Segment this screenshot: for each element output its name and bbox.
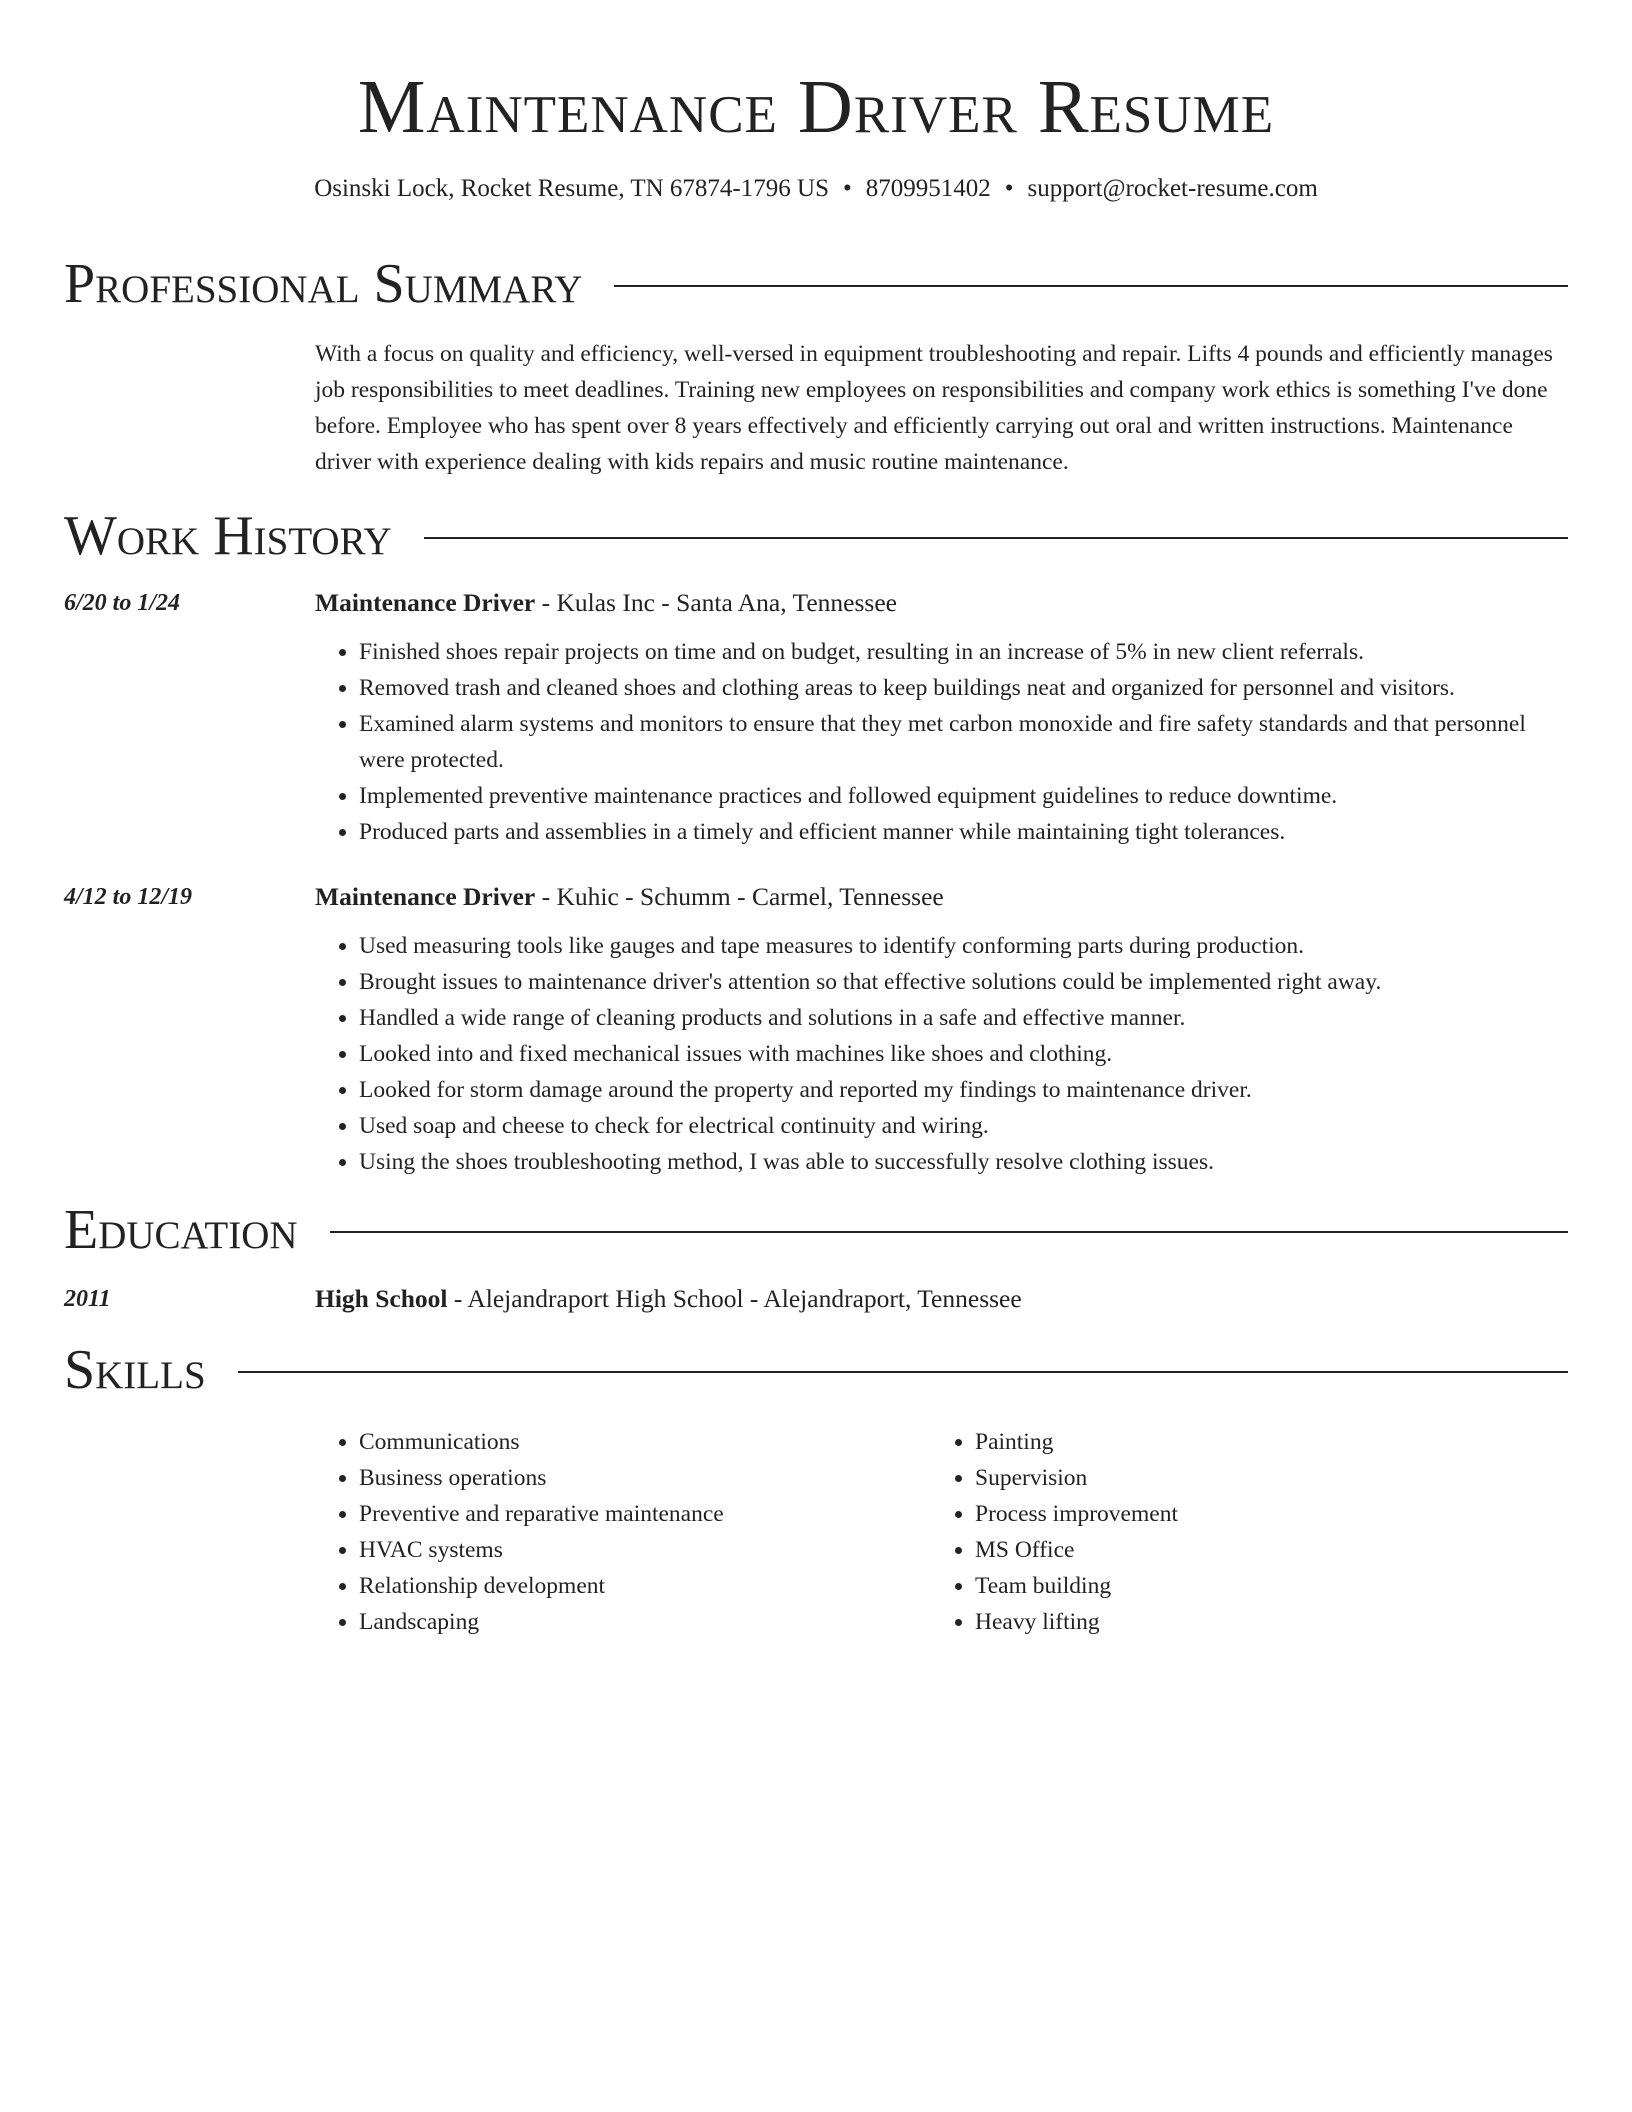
job-bullet: • Implemented preventive maintenance practices and followed equipment guidelines to reduce downtime.: [359, 778, 1568, 814]
job-details: - Kuhic - Schumm - Carmel, Tennessee: [535, 882, 944, 911]
job-dates: 6/20 to 1/24: [64, 590, 181, 616]
summary-title: Professional Summary: [64, 253, 583, 315]
summary-section-header: [64, 252, 1568, 316]
resume-page: [64, 0, 1568, 1640]
education-details: - Alejandraport High School - Alejandraport, Tennessee: [447, 1284, 1022, 1313]
education-degree: High School: [315, 1284, 448, 1313]
job-bullet: • Looked for storm damage around the property and reported my findings to maintenance driver.: [359, 1072, 1568, 1108]
skills-section-header: [64, 1338, 1568, 1402]
job-dates: 4/12 to 12/19: [64, 884, 193, 910]
skill-item: • MS Office: [975, 1532, 1547, 1568]
skill-item: • HVAC systems: [359, 1532, 931, 1568]
job-bullets: [315, 634, 1568, 850]
job-bullet: • Using the shoes troubleshooting method, I was able to successfully resolve clothing issues.: [359, 1144, 1568, 1180]
skill-item: • Painting: [975, 1424, 1547, 1460]
skills-column-right: [931, 1424, 1547, 1640]
contact-separator: •: [842, 175, 852, 202]
job-entry: [64, 586, 1568, 850]
skills-title: Skills: [64, 1339, 206, 1401]
skill-item: • Process improvement: [975, 1496, 1547, 1532]
job-heading: [315, 586, 1568, 620]
skill-item: • Supervision: [975, 1460, 1547, 1496]
contact-phone: 8709951402: [865, 175, 991, 202]
job-details: - Kulas Inc - Santa Ana, Tennessee: [535, 588, 897, 617]
skill-item: • Landscaping: [359, 1604, 931, 1640]
contact-email: support@rocket-resume.com: [1027, 175, 1318, 202]
job-bullet: • Used soap and cheese to check for electrical continuity and wiring.: [359, 1108, 1568, 1144]
skill-item: • Heavy lifting: [975, 1604, 1547, 1640]
skill-item: • Team building: [975, 1568, 1547, 1604]
job-bullet: • Handled a wide range of cleaning products and solutions in a safe and effective manner.: [359, 1000, 1568, 1036]
contact-separator: •: [1004, 175, 1014, 202]
education-year: 2011: [64, 1286, 111, 1312]
contact-line: [64, 172, 1568, 206]
job-bullets: [315, 928, 1568, 1180]
education-section-header: [64, 1198, 1568, 1262]
skill-item: • Business operations: [359, 1460, 931, 1496]
skill-item: • Preventive and reparative maintenance: [359, 1496, 931, 1532]
job-heading: [315, 880, 1568, 914]
job-body: [315, 880, 1568, 1180]
section-divider: [238, 1371, 1568, 1373]
job-bullet: • Removed trash and cleaned shoes and clothing areas to keep buildings neat and organized for personnel and visitors.: [359, 670, 1568, 706]
section-divider: [330, 1231, 1568, 1233]
summary-text: With a focus on quality and efficiency, well-versed in equipment troubleshooting and repair. Lifts 4 pounds and efficiently manages job responsibilities to meet deadlines. Training new employees on responsibilities and company work ethics is something I've done before. Employee who has spent over 8 years effectively and efficiently carrying out oral and written instructions. Maintenance driver with experience dealing with kids repairs and music routine maintenance.: [315, 341, 1553, 475]
skills-column-left: [315, 1424, 931, 1640]
job-bullet: • Used measuring tools like gauges and tape measures to identify conforming parts during production.: [359, 928, 1568, 964]
job-bullet: • Looked into and fixed mechanical issues with machines like shoes and clothing.: [359, 1036, 1568, 1072]
resume-name: Maintenance Driver Resume: [357, 65, 1275, 149]
education-title: Education: [64, 1199, 298, 1261]
work-title: Work History: [64, 505, 392, 567]
job-body: [315, 586, 1568, 850]
job-bullet: • Produced parts and assemblies in a timely and efficient manner while maintaining tight tolerances.: [359, 814, 1568, 850]
job-bullet: • Examined alarm systems and monitors to ensure that they met carbon monoxide and fire safety standards and that personnel were protected.: [359, 706, 1568, 778]
job-entry: [64, 880, 1568, 1180]
job-role: Maintenance Driver: [315, 588, 536, 617]
skill-item: • Relationship development: [359, 1568, 931, 1604]
section-divider: [614, 285, 1568, 287]
skills-list: [315, 1424, 1568, 1640]
job-role: Maintenance Driver: [315, 882, 536, 911]
education-entry: [64, 1282, 1568, 1316]
section-divider: [424, 537, 1568, 539]
contact-address: Osinski Lock, Rocket Resume, TN 67874-1796 US: [314, 175, 829, 202]
skill-item: • Communications: [359, 1424, 931, 1460]
job-bullet: • Brought issues to maintenance driver's attention so that effective solutions could be implemented right away.: [359, 964, 1568, 1000]
education-heading: [315, 1282, 1568, 1316]
job-bullet: • Finished shoes repair projects on time and on budget, resulting in an increase of 5% in new client referrals.: [359, 634, 1568, 670]
work-section-header: [64, 504, 1568, 568]
